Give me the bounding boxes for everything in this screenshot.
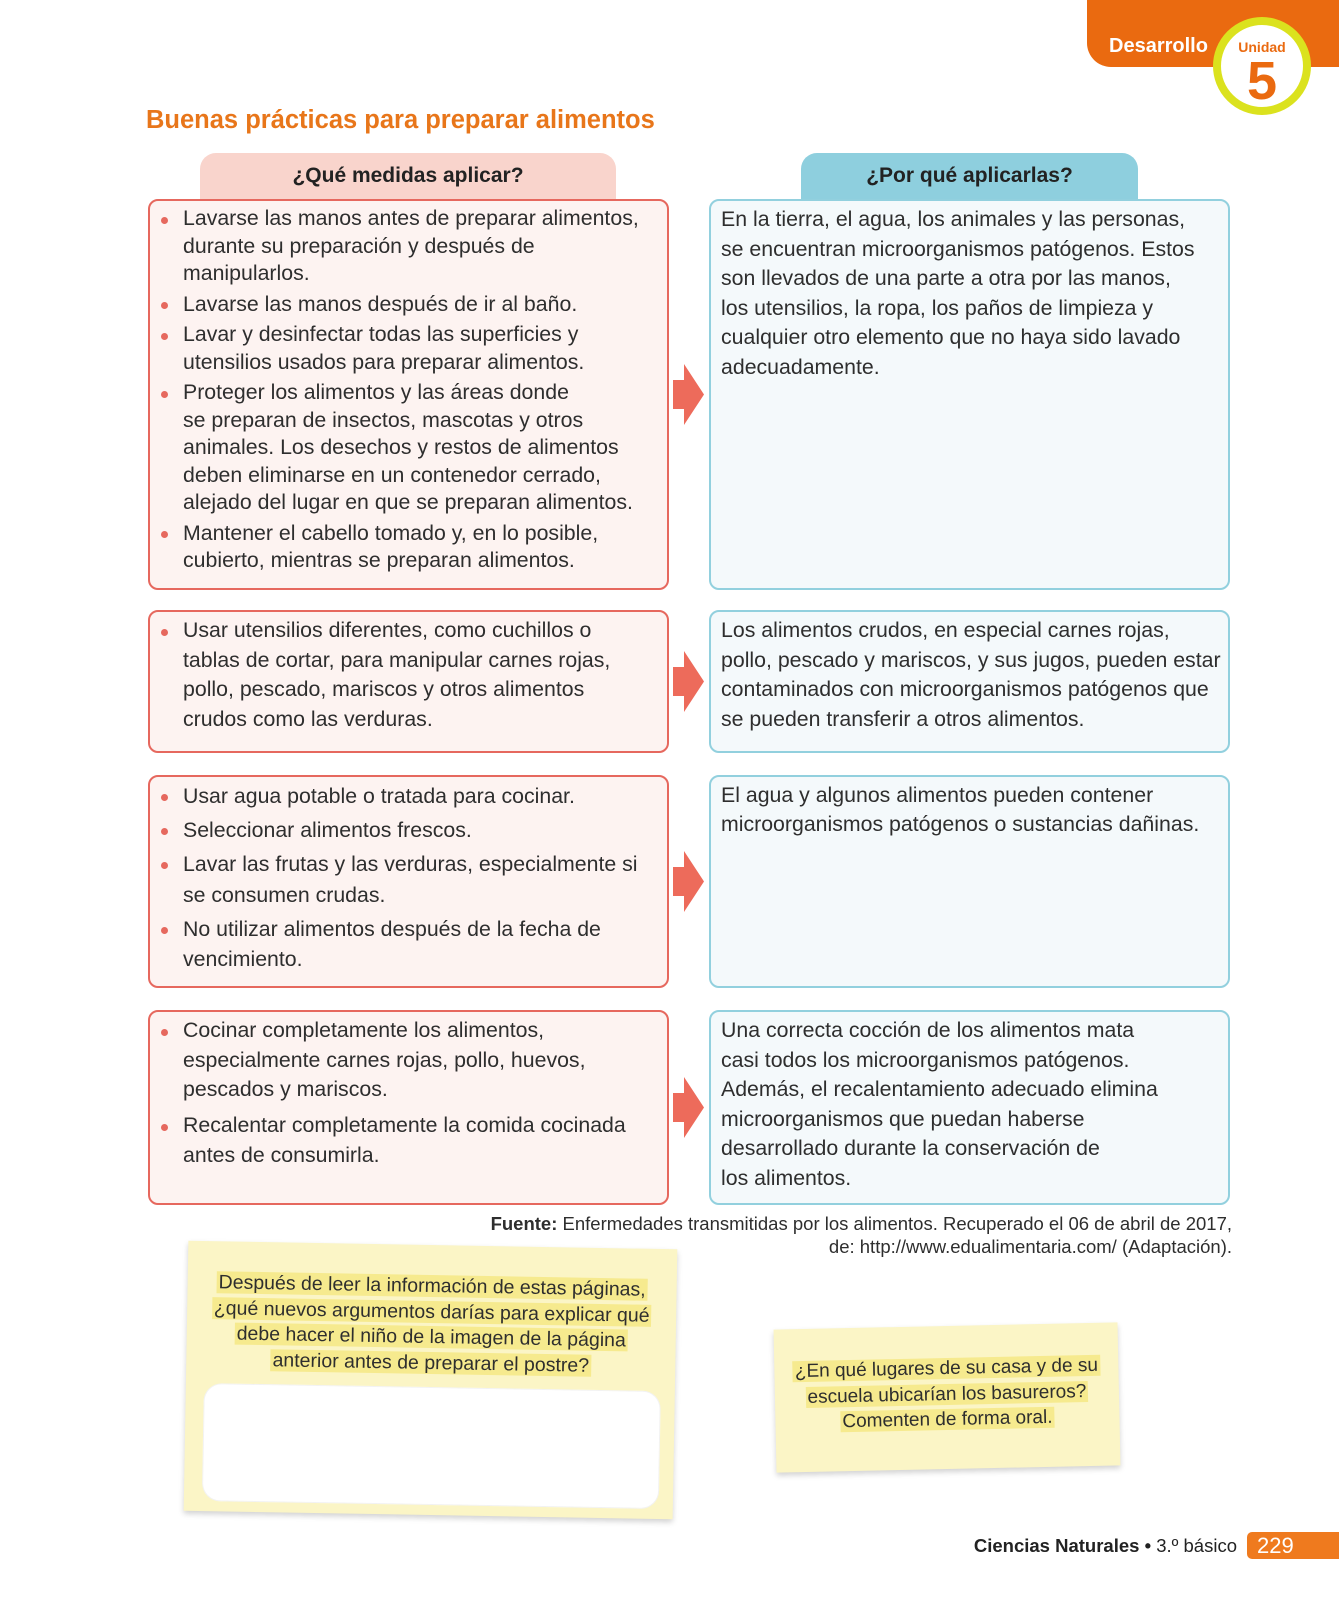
right-arrow-icon <box>673 651 704 712</box>
unit-badge <box>1213 17 1311 115</box>
page-title: Buenas prácticas para preparar alimentos <box>146 106 655 134</box>
measure-item: Cocinar completamente los alimentos, especialmente carnes rojas, pollo, huevos, pescados y mariscos. <box>183 1016 661 1105</box>
reasons-column-header: ¿Por qué aplicarlas? <box>801 153 1138 199</box>
reason-box <box>709 610 1230 753</box>
reason-text: Los alimentos crudos, en especial carnes rojas, pollo, pescado y mariscos, y sus jugos, pueden estar contaminados con microorganismos patógenos que se pueden transferir a otros alimentos. <box>721 618 1221 732</box>
question-note <box>184 1241 678 1519</box>
measures-box <box>148 199 669 590</box>
measure-item: Usar utensilios diferentes, como cuchillos o tablas de cortar, para manipular carnes rojas, pollo, pescado, mariscos y otros alimentos crudos como las verduras. <box>183 616 661 735</box>
measure-item: Proteger los alimentos y las áreas donde se preparan de insectos, mascotas y otros animales. Los desechos y restos de alimentos deben eliminarse en un contenedor cerrado, alejado del lugar en que se preparan alimentos. <box>183 379 661 517</box>
right-arrow-icon <box>673 851 704 912</box>
source-label: Fuente: <box>490 1213 558 1234</box>
right-arrow-icon <box>673 1077 704 1138</box>
measures-box <box>148 775 669 988</box>
reason-box <box>709 1010 1230 1205</box>
measure-item: Lavar las frutas y las verduras, especialmente si se consumen crudas. <box>183 849 661 910</box>
reason-text: Una correcta cocción de los alimentos mata casi todos los microorganismos patógenos. Además, el recalentamiento adecuado elimina microorganismos que puedan haberse desarrollado durante la conservación de los alimentos. <box>721 1018 1158 1190</box>
measures-list <box>183 1016 661 1171</box>
reason-text: El agua y algunos alimentos pueden contener microorganismos patógenos o sustancias dañinas. <box>721 783 1200 836</box>
unit-label: Unidad <box>1238 39 1286 55</box>
discussion-text-block <box>774 1352 1120 1436</box>
footer <box>974 1533 1237 1559</box>
measure-item: Lavar y desinfectar todas las superficies y utensilios usados para preparar alimentos. <box>183 321 661 376</box>
measure-item: Mantener el cabello tomado y, en lo posible, cubierto, mientras se preparan alimentos. <box>183 520 661 575</box>
reason-box <box>709 775 1230 988</box>
page-number <box>1247 1532 1339 1559</box>
footer-grade: 3.º básico <box>1156 1535 1237 1556</box>
page-number-text: 229 <box>1257 1533 1294 1558</box>
measures-column-header: ¿Qué medidas aplicar? <box>200 153 616 199</box>
footer-subject: Ciencias Naturales <box>973 1535 1140 1556</box>
measure-item: Lavarse las manos antes de preparar alimentos, durante su preparación y después de manipularlos. <box>183 205 661 288</box>
right-arrow-icon <box>673 364 704 425</box>
measures-box <box>148 610 669 753</box>
measures-box <box>148 1010 669 1205</box>
reason-box <box>709 199 1230 590</box>
measures-list <box>183 205 661 575</box>
answer-box <box>202 1383 661 1509</box>
source-text: Enfermedades transmitidas por los alimentos. Recuperado el 06 de abril de 2017, <box>562 1213 1232 1234</box>
question-text-block <box>186 1270 677 1381</box>
question-text: Después de leer la información de estas páginas, ¿qué nuevos argumentos darías para explicar qué debe hacer el niño de la imagen de la página anterior antes de preparar el postre? <box>213 1271 650 1377</box>
measure-item: Lavarse las manos después de ir al baño. <box>183 291 661 319</box>
source-line-2: de: http://www.edualimentaria.com/ (Adaptación). <box>828 1236 1232 1257</box>
measure-item: Seleccionar alimentos frescos. <box>183 815 661 846</box>
discussion-text: ¿En qué lugares de su casa y de su escuela ubicarían los basureros? Comenten de forma oral. <box>794 1354 1099 1433</box>
measure-item: Usar agua potable o tratada para cocinar. <box>183 781 661 812</box>
measures-list <box>183 616 661 735</box>
measure-item: No utilizar alimentos después de la fecha de vencimiento. <box>183 914 661 975</box>
measure-item: Recalentar completamente la comida cocinada antes de consumirla. <box>183 1111 661 1170</box>
discussion-note <box>774 1322 1121 1472</box>
measures-list <box>183 781 661 975</box>
reason-text: En la tierra, el agua, los animales y las personas, se encuentran microorganismos patógenos. Estos son llevados de una parte a otra por las manos, los utensilios, la ropa, los paños de limpieza y cualquier otro elemento que no haya sido lavado adecuadamente. <box>721 207 1195 379</box>
footer-separator: • <box>1144 1535 1152 1556</box>
section-label: Desarrollo <box>1109 35 1208 57</box>
unit-number: 5 <box>1246 51 1278 111</box>
source-line-1 <box>491 1212 1232 1235</box>
